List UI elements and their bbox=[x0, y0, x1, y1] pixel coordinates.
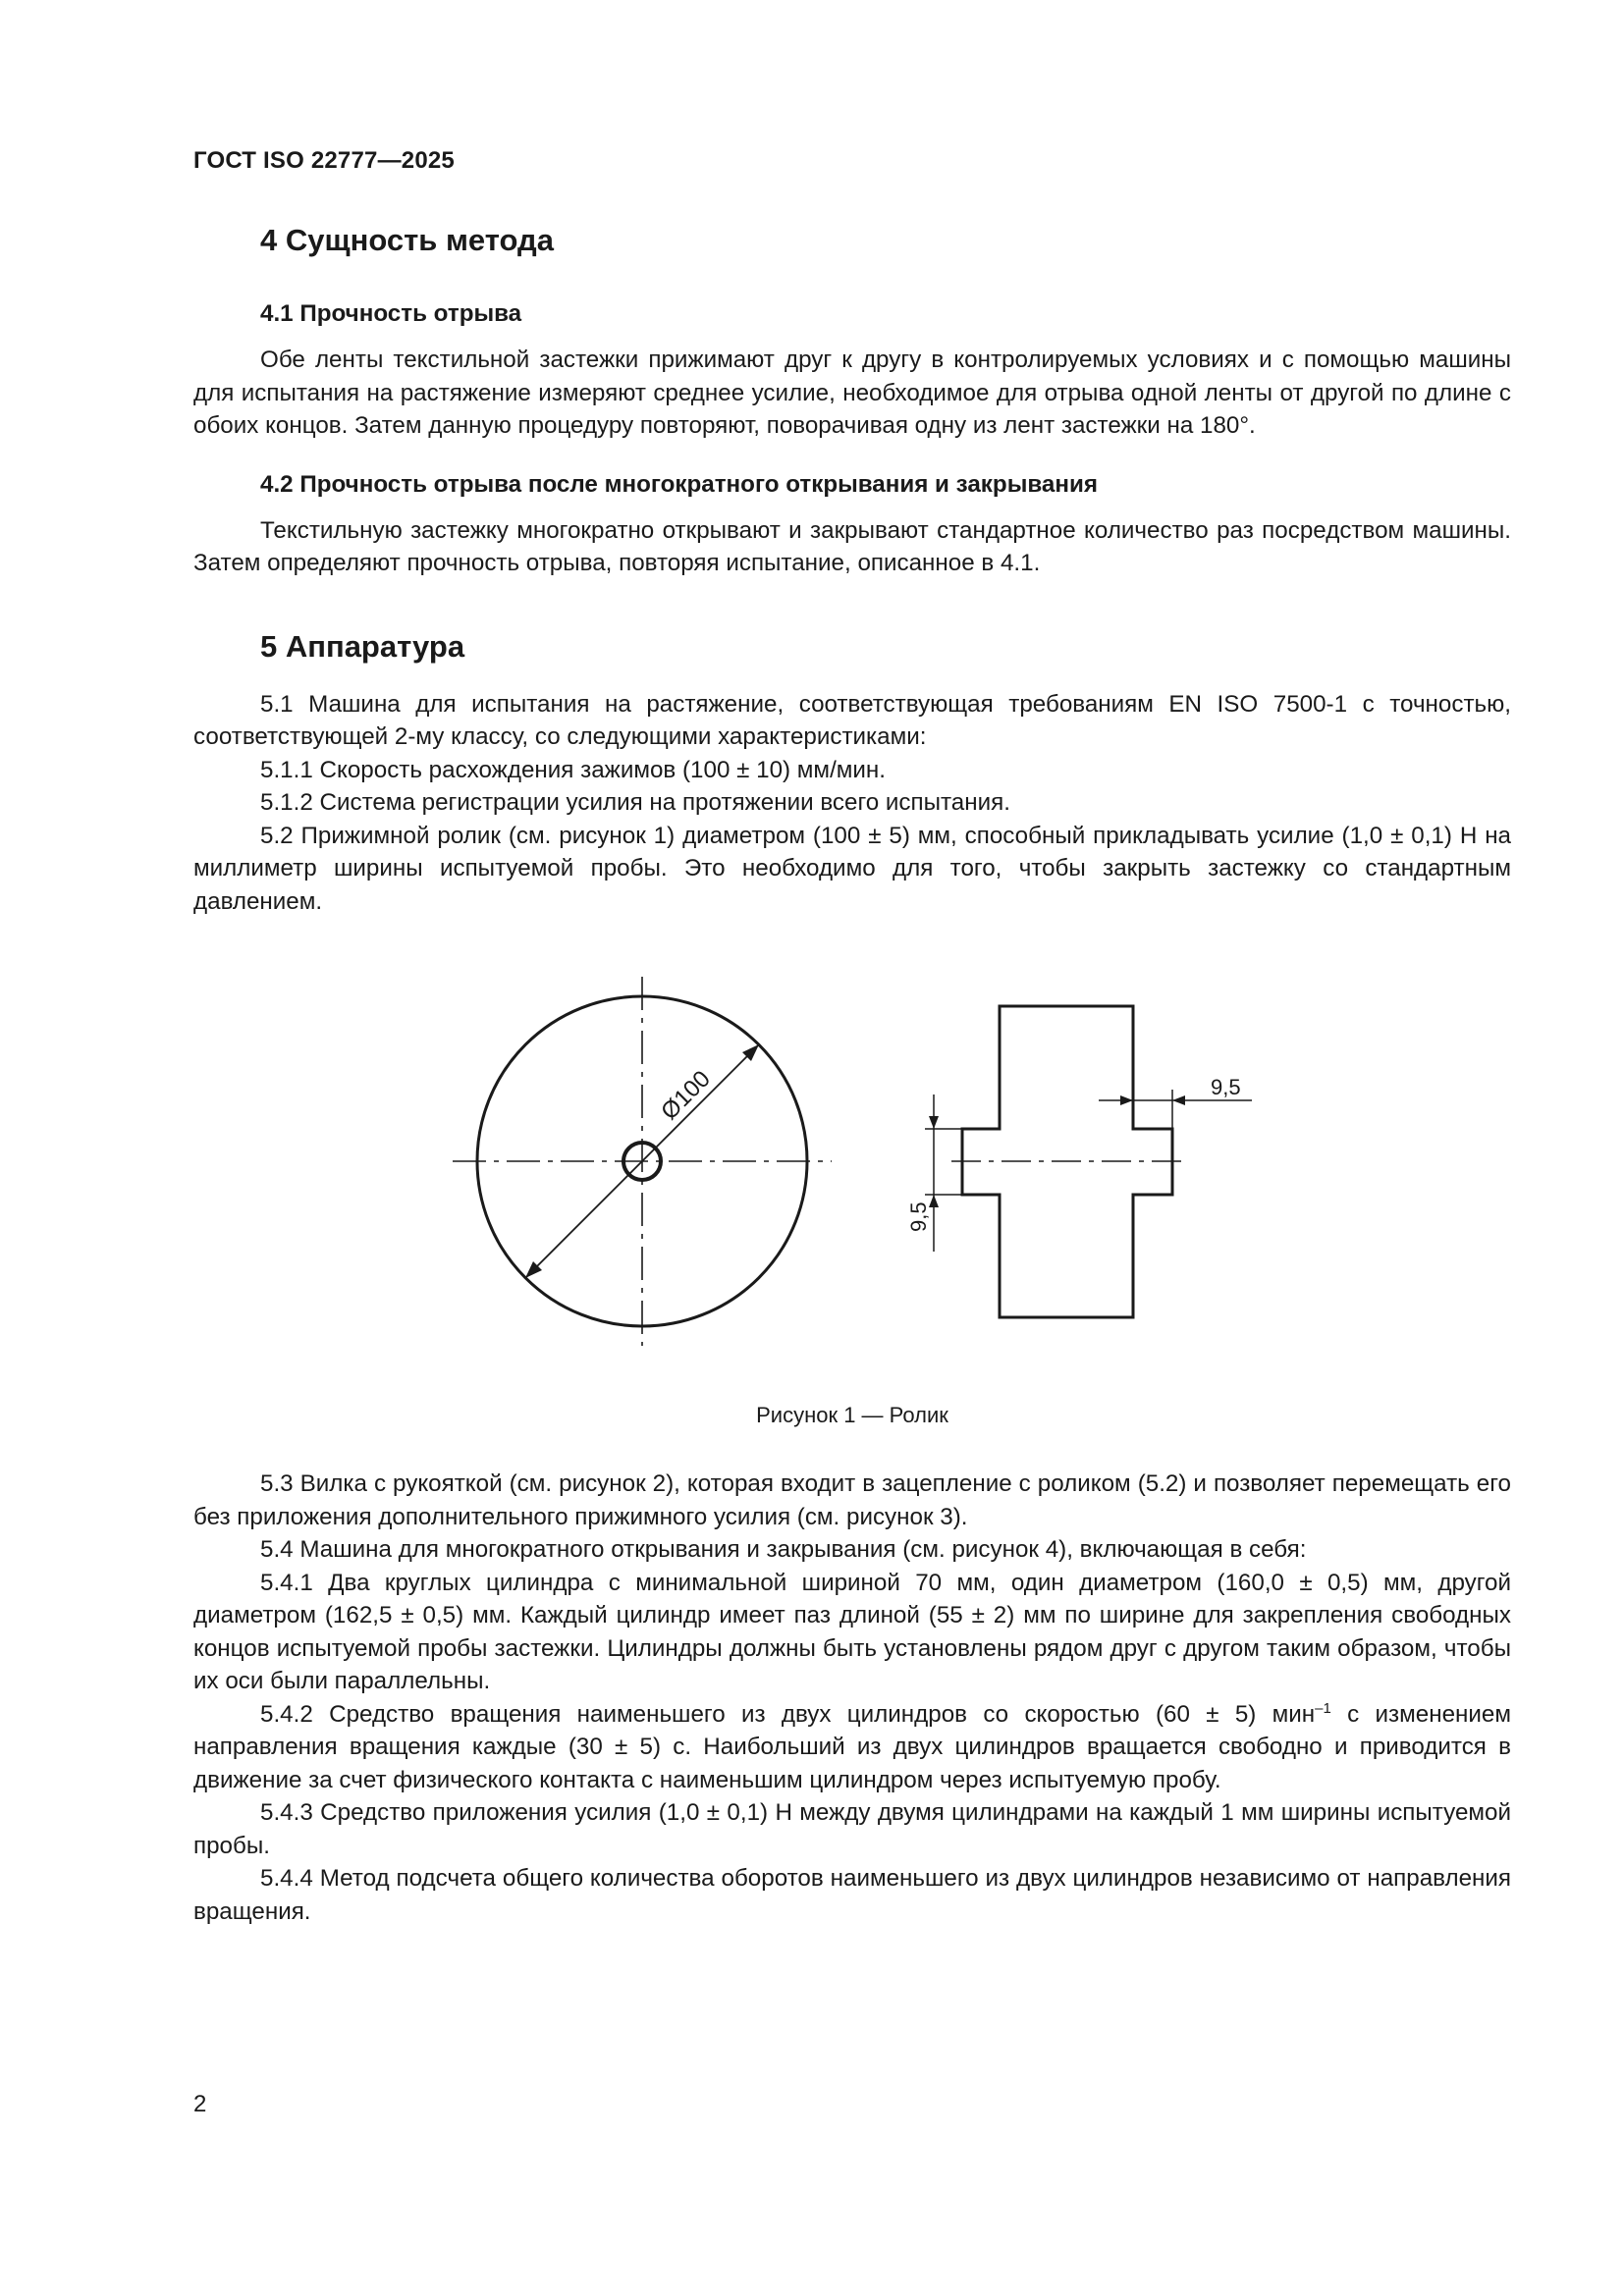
paragraph-5-2: 5.2 Прижимной ролик (см. рисунок 1) диаметром (100 ± 5) мм, способный прикладывать усилие (1,0 ± 0,1) Н на миллиметр ширины испытуемой пробы. Это необходимо для того, чтобы закрыть застежку со стандартным давлением. bbox=[193, 822, 1511, 915]
dim-top-arrow-left bbox=[1120, 1095, 1133, 1105]
section-4-heading: 4 Сущность метода bbox=[260, 223, 554, 257]
roller-drawing bbox=[193, 918, 1511, 1448]
page-content bbox=[193, 221, 1511, 1928]
section-4-1-heading: 4.1 Прочность отрыва bbox=[260, 300, 522, 327]
page-number: 2 bbox=[193, 2091, 207, 2117]
figure-1-roller bbox=[193, 918, 1511, 1468]
paragraph-5-4-1: 5.4.1 Два круглых цилиндра с минимальной шириной 70 мм, один диаметром (160,0 ± 0,5) мм, другой диаметром (162,5 ± 0,5) мм. Каждый цилиндр имеет паз длиной (55 ± 2) мм по ширине для закрепления свободных концов испытуемой пробы застежки. Цилиндры должны быть установлены рядом друг с другом таким образом, чтобы их оси были параллельны. bbox=[193, 1569, 1511, 1694]
diameter-label: Ø100 bbox=[656, 1065, 716, 1126]
paragraph-5-4-2-part2: с изменением направления вращения каждые (30 ± 5) с. Наибольший из двух цилиндров вращается свободно и приводится в движение за счет физического контакта с наименьшим цилиндром через испытуемую пробу. bbox=[193, 1700, 1511, 1793]
paragraph-5-4-2-part1: 5.4.2 Средство вращения наименьшего из двух цилиндров со скоростью (60 ± 5) мин bbox=[260, 1700, 1316, 1728]
section-4-2-text: Текстильную застежку многократно открывают и закрывают стандартное количество раз посредством машины. Затем определяют прочность отрыва, повторяя испытание, описанное в 4.1. bbox=[193, 516, 1511, 576]
paragraph-5-4: 5.4 Машина для многократного открывания и закрывания (см. рисунок 4), включающая в себя: bbox=[260, 1536, 1307, 1563]
paragraph-5-1-1: 5.1.1 Скорость расхождения зажимов (100 ± 10) мм/мин. bbox=[260, 756, 887, 783]
minus-one-exponent: –1 bbox=[1315, 1699, 1331, 1717]
paragraph-5-1: 5.1 Машина для испытания на растяжение, соответствующая требованиям EN ISO 7500-1 с точностью, соответствующей 2-му классу, со следующими характеристиками: bbox=[193, 690, 1511, 750]
dim-left-label: 9,5 bbox=[906, 1201, 931, 1232]
paragraph-5-1-2: 5.1.2 Система регистрации усилия на протяжении всего испытания. bbox=[260, 789, 1010, 816]
dim-top-arrow-right bbox=[1172, 1095, 1185, 1105]
figure-1-caption: Рисунок 1 — Ролик bbox=[756, 1403, 948, 1427]
dim-top-label: 9,5 bbox=[1211, 1075, 1241, 1099]
section-5-heading: 5 Аппаратура bbox=[260, 628, 465, 664]
section-4-1-text: Обе ленты текстильной застежки прижимают друг к другу в контролируемых условиях и с помощью машины для испытания на растяжение измеряют среднее усилие, необходимое для отрыва одной ленты от другой по длине с обоих концов. Затем данную процедуру повторяют, поворачивая одну из лент застежки на 180°. bbox=[193, 347, 1511, 439]
paragraph-5-3: 5.3 Вилка с рукояткой (см. рисунок 2), которая входит в зацепление с роликом (5.2) и позволяет перемещать его без приложения дополнительного прижимного усилия (см. рисунок 3). bbox=[193, 1470, 1511, 1530]
dim-left-arrow-top bbox=[929, 1116, 939, 1129]
paragraph-5-4-3: 5.4.3 Средство приложения усилия (1,0 ± 0,1) Н между двумя цилиндрами на каждый 1 мм ширины испытуемой пробы. bbox=[193, 1799, 1511, 1859]
section-4-2-heading: 4.2 Прочность отрыва после многократного открывания и закрывания bbox=[260, 470, 1098, 498]
paragraph-5-4-2 bbox=[193, 1698, 1511, 1797]
paragraph-5-4-4: 5.4.4 Метод подсчета общего количества оборотов наименьшего из двух цилиндров независимо от направления вращения. bbox=[193, 1865, 1511, 1925]
document-id-header: ГОСТ ISO 22777—2025 bbox=[193, 147, 455, 174]
